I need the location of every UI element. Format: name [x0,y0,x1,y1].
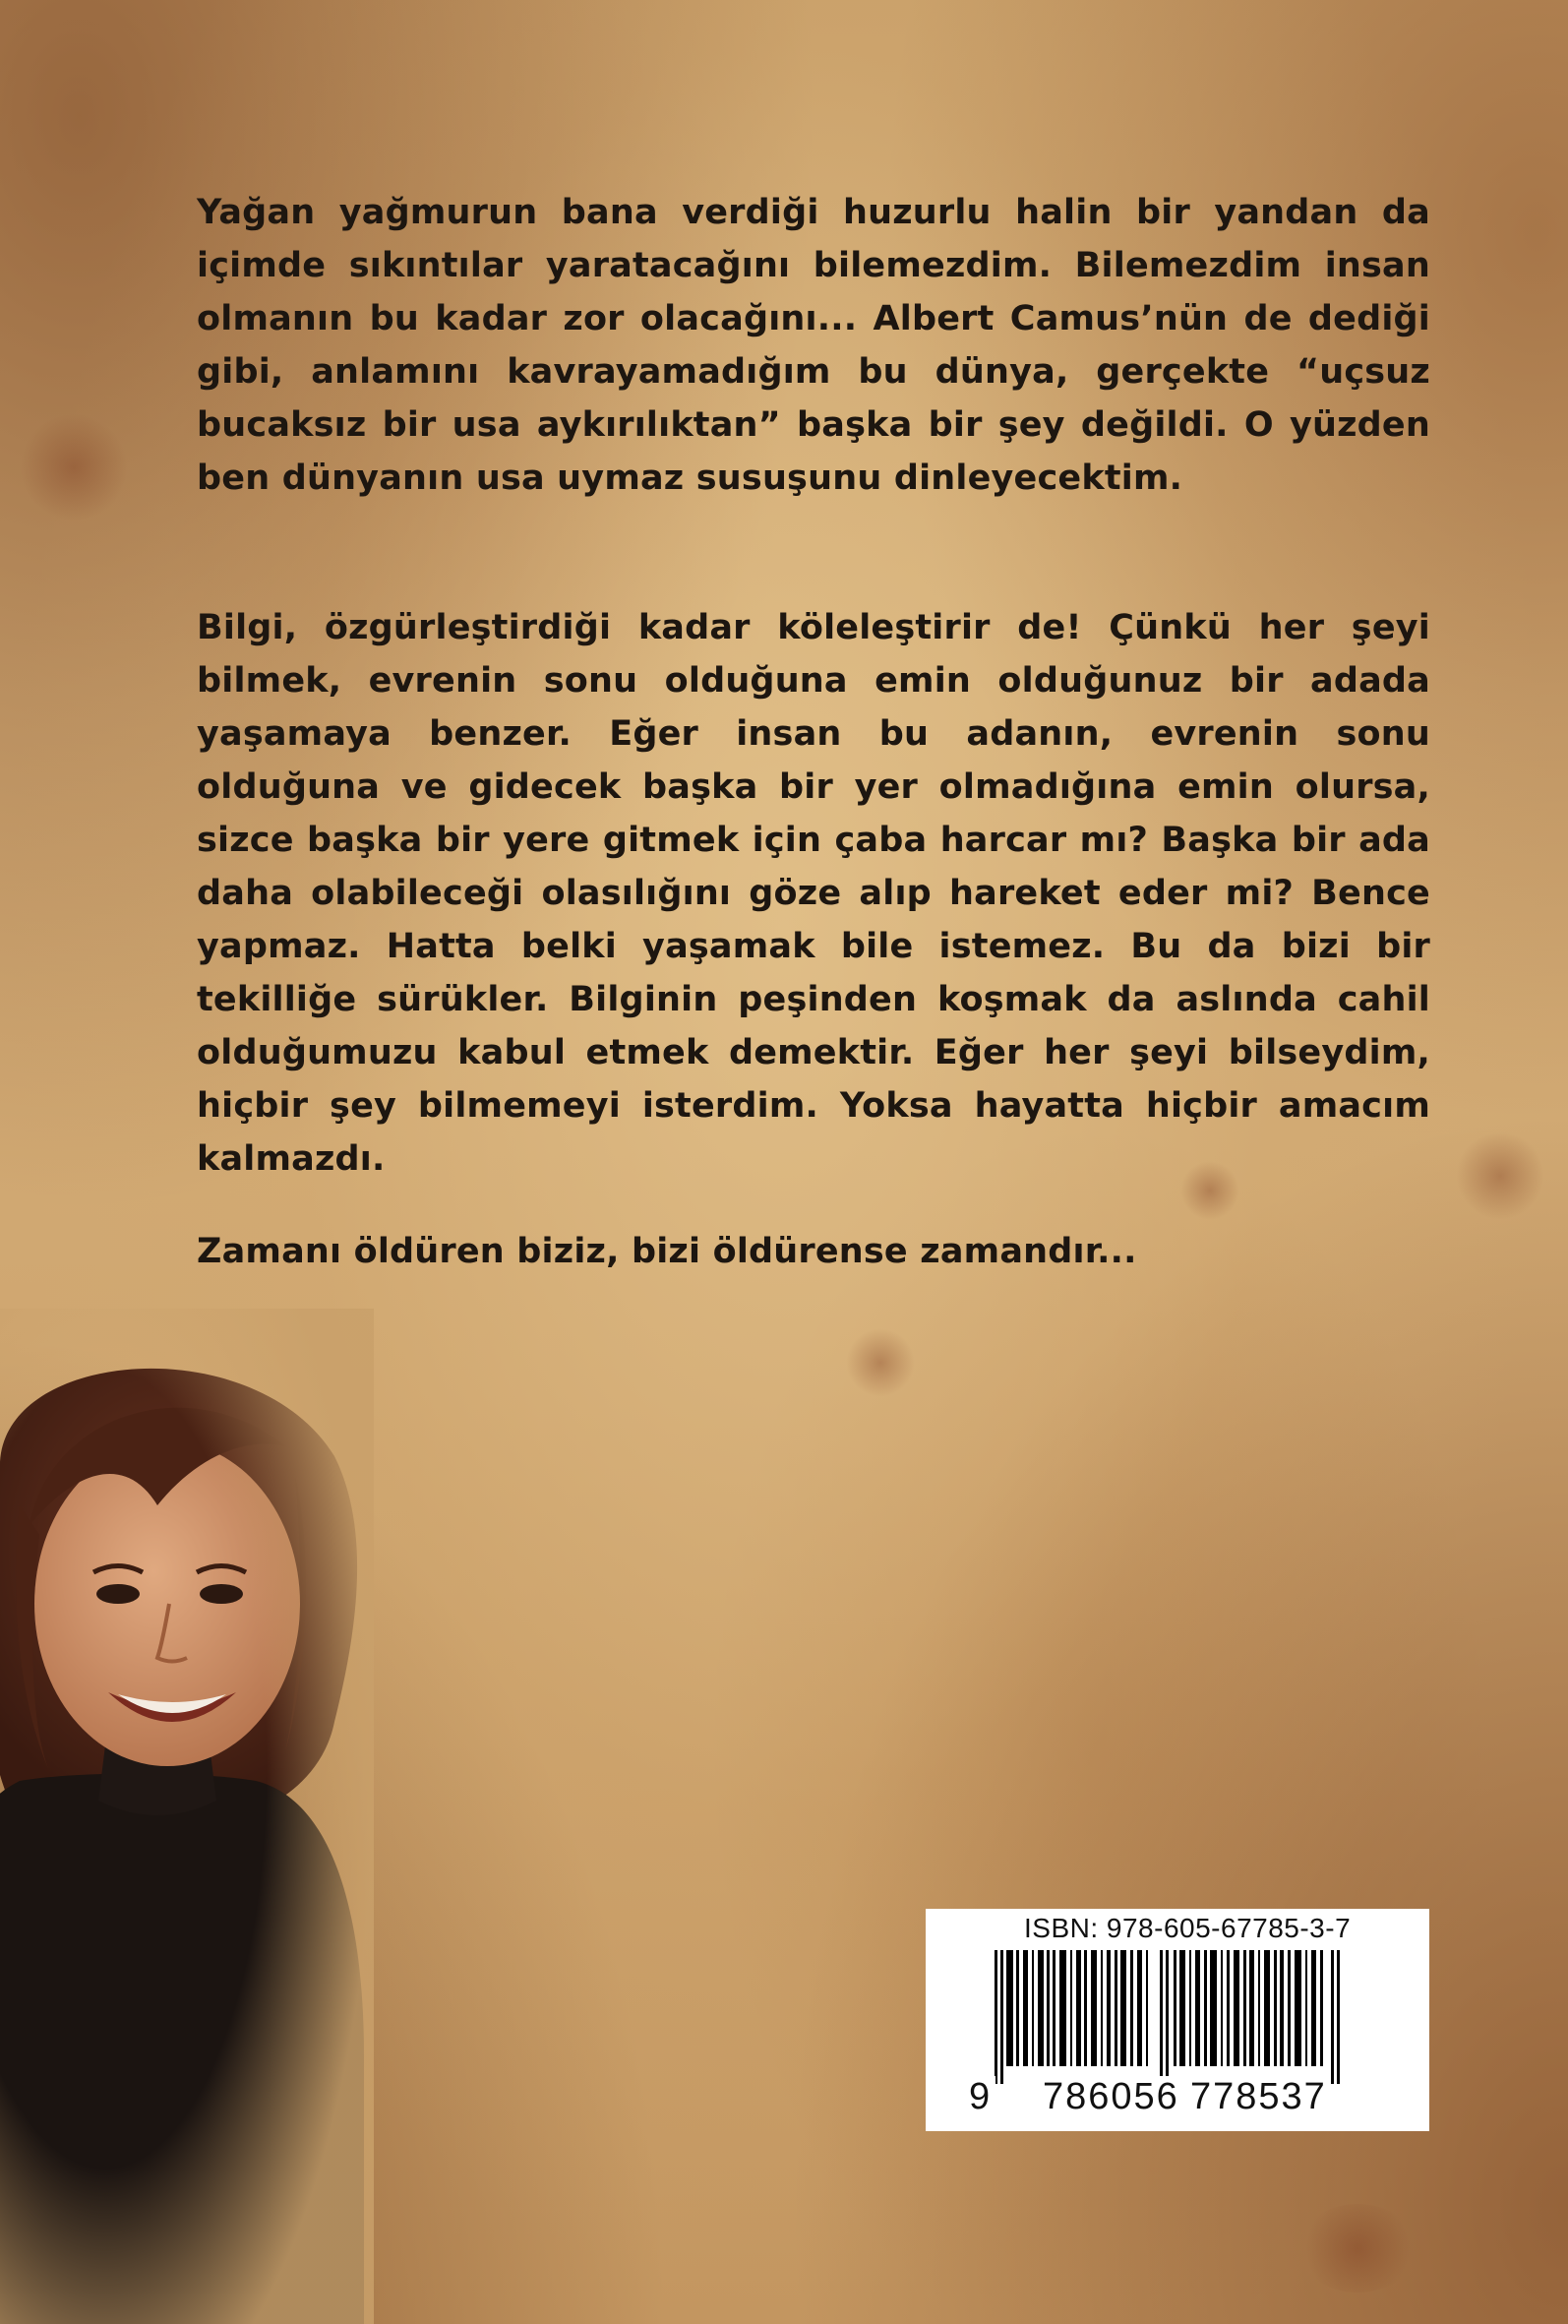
isbn-barcode [926,1909,1429,2131]
paper-stain [1456,1131,1544,1220]
blurb-paragraph-2: Bilgi, özgürleştirdiği kadar köleleştirir de! Çünkü her şeyi bilmek, evrenin sonu olduğuna emin olduğunuz bir adada yaşamaya benzer. Eğer insan bu adanın, evrenin sonu olduğuna ve gidecek başka bir yer olmadığına emin olursa, sizce başka bir yere gitmek için çaba harcar mı? Başka bir ada daha olabileceği olasılığını göze alıp hareket eder mi? Bence yapmaz. Hatta belki yaşamak bile istemez. Bu da bizi bir tekilliğe sürükler. Bilginin peşinden koşmak da aslında cahil olduğumuzu kabul etmek demektir. Eğer her şeyi bilseydim, hiçbir şey bilmemeyi isterdim. Yoksa hayatta hiçbir amacım kalmazdı. [197,608,1430,1179]
barcode-right-digits: 778537 [1186,2076,1331,2118]
barcode-left-digits: 786056 [1039,2076,1183,2118]
isbn-label: ISBN: 978-605-67785-3-7 [1024,1913,1352,1943]
paper-stain [1298,2204,1417,2293]
blurb-paragraph-1: Yağan yağmurun bana verdiği huzurlu halin bir yandan da içimde sıkıntılar yaratacağını bilemezdim. Bilemezdim insan olmanın bu kadar zor olacağını... Albert Camus’nün de dediği gibi, anlamını kavrayamadığım bu dünya, gerçekte “uçsuz bucaksız bir usa aykırılıktan” başka bir şey değildi. O yüzden ben dünyanın usa uymaz susuşunu dinleyecektim. [197,193,1430,498]
paper-stain [20,413,128,521]
blurb-paragraph-3: Zamanı öldüren biziz, bizi öldürense zamandır... [197,1232,1137,1271]
barcode-first-digit: 9 [965,2076,995,2118]
author-portrait [0,1309,374,2324]
barcode-bars [995,1950,1344,2084]
paper-stain [846,1328,915,1397]
